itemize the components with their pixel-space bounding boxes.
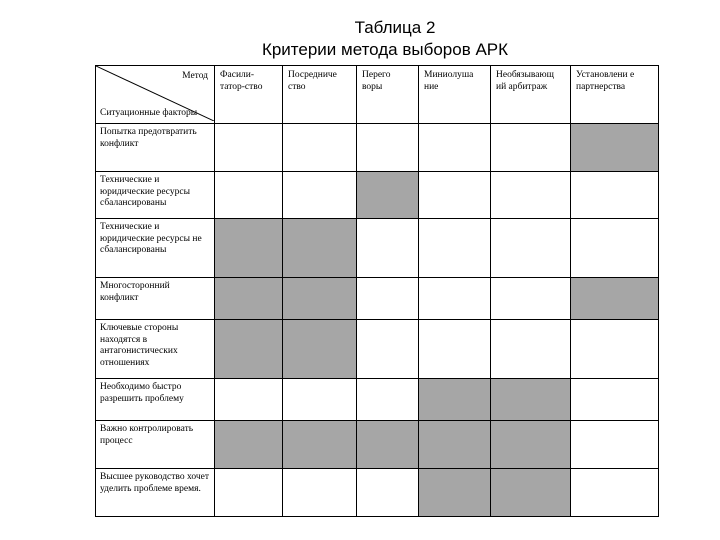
criteria-cell [571, 219, 659, 278]
factor-cell [96, 124, 215, 172]
criteria-cell [283, 124, 357, 172]
criteria-cell [419, 219, 491, 278]
criteria-cell [215, 124, 283, 172]
criteria-cell [491, 219, 571, 278]
factor-label: Попытка предотвратить конфликт [100, 127, 197, 149]
criteria-cell [491, 469, 571, 517]
method-header-label: Фасили-татор-ство [220, 70, 263, 92]
method-header-label: Миниолуша ние [424, 70, 474, 92]
table-row [96, 379, 659, 421]
criteria-cell [491, 421, 571, 469]
criteria-cell [357, 172, 419, 219]
criteria-cell [283, 320, 357, 379]
criteria-cell [215, 320, 283, 379]
criteria-cell [357, 469, 419, 517]
criteria-cell [571, 172, 659, 219]
table-row [96, 421, 659, 469]
table-row [96, 320, 659, 379]
criteria-cell [491, 379, 571, 421]
criteria-cell [283, 172, 357, 219]
corner-cell [96, 66, 215, 124]
criteria-cell [357, 278, 419, 320]
factor-cell [96, 469, 215, 517]
factor-label: Технические и юридические ресурсы не сбалансированы [100, 222, 202, 255]
criteria-cell [357, 124, 419, 172]
criteria-cell [419, 278, 491, 320]
criteria-cell [419, 379, 491, 421]
criteria-cell [357, 421, 419, 469]
factor-cell [96, 172, 215, 219]
criteria-cell [215, 421, 283, 469]
criteria-cell [283, 219, 357, 278]
table-row [96, 469, 659, 517]
factor-cell [96, 421, 215, 469]
criteria-cell [357, 379, 419, 421]
criteria-cell [491, 172, 571, 219]
criteria-cell [571, 278, 659, 320]
method-header [419, 66, 491, 124]
criteria-cell [419, 421, 491, 469]
factor-label: Ключевые стороны находятся в антагонистических отношениях [100, 323, 179, 368]
method-header-label: Необязывающ ий арбитраж [496, 70, 554, 92]
criteria-cell [419, 320, 491, 379]
method-header [571, 66, 659, 124]
criteria-cell [419, 124, 491, 172]
criteria-table [95, 65, 659, 517]
table-row [96, 278, 659, 320]
method-header-label: Посредниче ство [288, 70, 337, 92]
table-title: Критерии метода выборов АРК [261, 40, 509, 59]
method-header [283, 66, 357, 124]
factor-cell [96, 320, 215, 379]
factor-cell [96, 379, 215, 421]
criteria-cell [419, 469, 491, 517]
factor-label: Важно контролировать процесс [100, 424, 194, 446]
criteria-cell [491, 278, 571, 320]
criteria-cell [283, 421, 357, 469]
criteria-cell [357, 320, 419, 379]
criteria-cell [419, 172, 491, 219]
table-row [96, 172, 659, 219]
factor-cell [96, 219, 215, 278]
criteria-cell [571, 469, 659, 517]
method-header [491, 66, 571, 124]
criteria-cell [215, 379, 283, 421]
criteria-cell [283, 379, 357, 421]
method-axis-label: Метод [182, 71, 208, 81]
header-row [96, 66, 659, 124]
factor-label: Многосторонний конфликт [100, 281, 170, 303]
criteria-cell [215, 278, 283, 320]
factor-label: Высшее руководство хочет уделить проблеме время. [100, 472, 209, 494]
factor-label: Технические и юридические ресурсы сбалансированы [100, 175, 190, 208]
criteria-cell [283, 469, 357, 517]
table-row [96, 219, 659, 278]
factor-label: Необходимо быстро разрешить проблему [100, 382, 184, 404]
criteria-cell [491, 124, 571, 172]
criteria-cell [215, 469, 283, 517]
table-caption: Таблица 2 [354, 18, 436, 37]
criteria-cell [215, 219, 283, 278]
method-header-label: Перего воры [362, 70, 391, 92]
criteria-cell [283, 278, 357, 320]
criteria-cell [571, 124, 659, 172]
factor-cell [96, 278, 215, 320]
method-header-label: Установлени е партнерства [576, 70, 635, 92]
criteria-cell [571, 320, 659, 379]
criteria-cell [357, 219, 419, 278]
criteria-cell [571, 379, 659, 421]
criteria-cell [571, 421, 659, 469]
method-header [215, 66, 283, 124]
criteria-cell [215, 172, 283, 219]
criteria-cell [491, 320, 571, 379]
method-header [357, 66, 419, 124]
factors-axis-label: Ситуационные факторы [100, 107, 198, 118]
table-row [96, 124, 659, 172]
